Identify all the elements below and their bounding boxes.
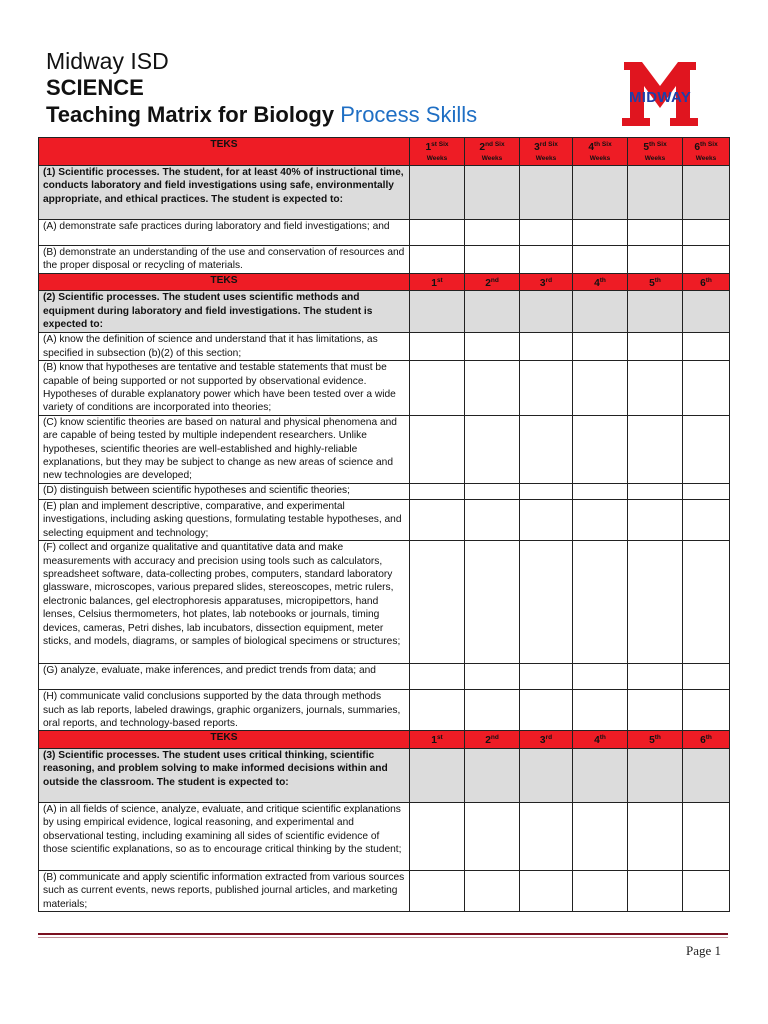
- week-checkbox-cell[interactable]: [573, 361, 628, 416]
- week-checkbox-cell[interactable]: [410, 870, 465, 911]
- week-checkbox-cell[interactable]: [628, 690, 683, 731]
- section-week-cell: [410, 748, 465, 802]
- week-checkbox-cell[interactable]: [520, 499, 573, 540]
- standard-row: [39, 333, 730, 361]
- column-suffix: st: [436, 734, 443, 742]
- week-checkbox-cell[interactable]: [520, 664, 573, 690]
- week-checkbox-cell[interactable]: [520, 690, 573, 731]
- document-header: [46, 48, 606, 128]
- week-checkbox-cell[interactable]: [573, 483, 628, 499]
- week-checkbox-cell[interactable]: [410, 802, 465, 870]
- column-sublabel: Weeks: [481, 155, 503, 163]
- week-checkbox-cell[interactable]: [410, 541, 465, 664]
- week-checkbox-cell[interactable]: [628, 246, 683, 274]
- week-checkbox-cell[interactable]: [628, 870, 683, 911]
- week-checkbox-cell[interactable]: [520, 333, 573, 361]
- week-checkbox-cell[interactable]: [683, 664, 730, 690]
- standard-text: (F) collect and organize qualitative and quantitative data and make measurements with accuracy and precision using tools such as calculators, spreadsheet software, data-collecting probes, computers, standard laboratory glassware, microscopes, various prepared slides, stereoscopes, metric rulers, electronic balances, gel electrophoresis apparatuses, micropipettors, hand lenses, Celsius thermometers, hot plates, lab notebooks or journals, timing devices, cameras, Petri dishes, lab incubators, dissection equipment, meter sticks, and models, diagrams, or samples of biological specimens or structures;: [39, 541, 410, 664]
- week-checkbox-cell[interactable]: [465, 246, 520, 274]
- week-checkbox-cell[interactable]: [683, 499, 730, 540]
- six-weeks-column-header: [573, 138, 628, 166]
- six-weeks-column-header: [465, 731, 520, 748]
- column-number: 5: [649, 278, 655, 289]
- week-checkbox-cell[interactable]: [465, 483, 520, 499]
- week-checkbox-cell[interactable]: [628, 499, 683, 540]
- week-checkbox-cell[interactable]: [410, 483, 465, 499]
- six-weeks-column-header: [410, 731, 465, 748]
- district-name: Midway ISD: [46, 48, 169, 74]
- section-week-cell: [573, 291, 628, 333]
- section-week-cell: [410, 166, 465, 220]
- standard-row: [39, 220, 730, 246]
- week-checkbox-cell[interactable]: [410, 220, 465, 246]
- column-number: 6: [700, 735, 706, 747]
- section-week-cell: [683, 166, 730, 220]
- week-checkbox-cell[interactable]: [683, 870, 730, 911]
- teks-header-row: [39, 274, 730, 291]
- column-number: 5: [643, 142, 649, 153]
- six-weeks-column-header: [628, 274, 683, 291]
- column-number: 2: [485, 278, 491, 289]
- week-checkbox-cell[interactable]: [628, 541, 683, 664]
- week-checkbox-cell[interactable]: [465, 664, 520, 690]
- column-number: 3: [534, 142, 540, 153]
- standard-text: (A) demonstrate safe practices during laboratory and field investigations; and: [39, 220, 410, 246]
- column-suffix: th Six: [648, 141, 667, 148]
- six-weeks-column-header: [520, 731, 573, 748]
- week-checkbox-cell[interactable]: [465, 690, 520, 731]
- section-heading: (1) Scientific processes. The student, for at least 40% of instructional time, conducts laboratory and field investigations using safe, environmentally appropriate, and ethical practices. The student is expected to:: [39, 166, 410, 220]
- column-number: 1: [431, 278, 437, 289]
- week-checkbox-cell[interactable]: [465, 415, 520, 483]
- week-checkbox-cell[interactable]: [683, 415, 730, 483]
- week-checkbox-cell[interactable]: [410, 664, 465, 690]
- week-checkbox-cell[interactable]: [465, 220, 520, 246]
- week-checkbox-cell[interactable]: [573, 246, 628, 274]
- section-heading-row: [39, 291, 730, 333]
- week-checkbox-cell[interactable]: [628, 415, 683, 483]
- column-sublabel: Weeks: [426, 155, 448, 163]
- week-checkbox-cell[interactable]: [573, 220, 628, 246]
- week-checkbox-cell[interactable]: [628, 361, 683, 416]
- column-suffix: th: [705, 277, 712, 284]
- week-checkbox-cell[interactable]: [520, 541, 573, 664]
- week-checkbox-cell[interactable]: [410, 333, 465, 361]
- section-week-cell: [573, 748, 628, 802]
- column-sublabel: Weeks: [695, 155, 717, 163]
- section-heading: (2) Scientific processes. The student uses scientific methods and equipment during laboratory and field investigations. The student is expected to:: [39, 291, 410, 333]
- column-suffix: th: [599, 734, 606, 742]
- standard-text: (H) communicate valid conclusions supported by the data through methods such as lab reports, labeled drawings, graphic organizers, journals, summaries, oral reports, and technology-based reports.: [39, 690, 410, 731]
- title-main: Teaching Matrix for Biology: [46, 102, 335, 127]
- six-weeks-column-header: [465, 274, 520, 291]
- column-number: 3: [539, 735, 546, 747]
- column-suffix: nd: [490, 277, 499, 284]
- standard-row: [39, 361, 730, 416]
- section-week-cell: [628, 748, 683, 802]
- column-number: 2: [485, 735, 491, 747]
- column-suffix: st Six: [431, 141, 449, 148]
- column-suffix: rd: [545, 277, 553, 284]
- week-checkbox-cell[interactable]: [410, 415, 465, 483]
- week-checkbox-cell[interactable]: [573, 664, 628, 690]
- week-checkbox-cell[interactable]: [683, 333, 730, 361]
- teks-matrix-table: [38, 137, 730, 912]
- column-suffix: th Six: [593, 141, 612, 148]
- teks-header-row: [39, 138, 730, 166]
- standard-text: (A) in all fields of science, analyze, evaluate, and critique scientific explanations by using empirical evidence, logical reasoning, and experimental and observational testing, including examining all sides of scientific evidence of those scientific explanations, so as to encourage critical thinking by the student;: [39, 802, 410, 870]
- section-week-cell: [520, 748, 573, 802]
- footer-rule: [38, 933, 728, 935]
- column-suffix: th: [654, 277, 661, 284]
- week-checkbox-cell[interactable]: [520, 220, 573, 246]
- teks-header-row: [39, 731, 730, 748]
- six-weeks-column-header: [683, 138, 730, 166]
- column-suffix: th: [654, 734, 661, 742]
- column-number: 6: [700, 278, 706, 289]
- week-checkbox-cell[interactable]: [520, 415, 573, 483]
- week-checkbox-cell[interactable]: [628, 333, 683, 361]
- six-weeks-column-header: [410, 138, 465, 166]
- section-week-cell: [410, 291, 465, 333]
- standard-row: [39, 802, 730, 870]
- standard-text: (D) distinguish between scientific hypotheses and scientific theories;: [39, 483, 410, 499]
- week-checkbox-cell[interactable]: [573, 802, 628, 870]
- standard-row: [39, 246, 730, 274]
- standard-text: (B) demonstrate an understanding of the use and conservation of resources and the proper disposal or recycling of materials.: [39, 246, 410, 274]
- week-checkbox-cell[interactable]: [573, 870, 628, 911]
- standard-row: [39, 541, 730, 664]
- standard-row: [39, 415, 730, 483]
- teks-header-label: TEKS: [39, 731, 410, 748]
- week-checkbox-cell[interactable]: [573, 415, 628, 483]
- column-number: 5: [649, 735, 655, 747]
- week-checkbox-cell[interactable]: [520, 483, 573, 499]
- standard-text: (E) plan and implement descriptive, comparative, and experimental investigations, including asking questions, formulating testable hypotheses, and selecting equipment and technology;: [39, 499, 410, 540]
- section-week-cell: [683, 748, 730, 802]
- column-number: 1: [425, 142, 432, 153]
- teks-header-label: TEKS: [39, 138, 410, 166]
- column-suffix: st: [436, 277, 443, 284]
- week-checkbox-cell[interactable]: [573, 690, 628, 731]
- column-suffix: th: [599, 277, 606, 284]
- six-weeks-column-header: [683, 731, 730, 748]
- week-checkbox-cell[interactable]: [465, 802, 520, 870]
- column-suffix: th Six: [699, 141, 718, 148]
- section-heading: (3) Scientific processes. The student uses critical thinking, scientific reasoning, and problem solving to make informed decisions within and outside the classroom. The student is expected to:: [39, 748, 410, 802]
- standard-text: (A) know the definition of science and understand that it has limitations, as specified in subsection (b)(2) of this section;: [39, 333, 410, 361]
- footer-rule-thin: [38, 937, 728, 938]
- section-heading-row: [39, 748, 730, 802]
- column-sublabel: Weeks: [589, 155, 611, 163]
- column-number: 2: [479, 142, 486, 153]
- standard-row: [39, 499, 730, 540]
- six-weeks-column-header: [628, 138, 683, 166]
- week-checkbox-cell[interactable]: [683, 220, 730, 246]
- section-week-cell: [573, 166, 628, 220]
- week-checkbox-cell[interactable]: [573, 541, 628, 664]
- six-weeks-column-header: [465, 138, 520, 166]
- week-checkbox-cell[interactable]: [683, 802, 730, 870]
- week-checkbox-cell[interactable]: [410, 246, 465, 274]
- section-week-cell: [628, 166, 683, 220]
- subject-title: SCIENCE: [46, 75, 144, 100]
- six-weeks-column-header: [628, 731, 683, 748]
- column-suffix: th: [705, 734, 712, 742]
- section-week-cell: [465, 166, 520, 220]
- week-checkbox-cell[interactable]: [683, 361, 730, 416]
- week-checkbox-cell[interactable]: [683, 690, 730, 731]
- week-checkbox-cell[interactable]: [573, 499, 628, 540]
- column-suffix: rd: [545, 734, 553, 742]
- week-checkbox-cell[interactable]: [520, 361, 573, 416]
- section-week-cell: [683, 291, 730, 333]
- title-accent: Process Skills: [340, 102, 478, 127]
- week-checkbox-cell[interactable]: [683, 483, 730, 499]
- six-weeks-column-header: [410, 274, 465, 291]
- six-weeks-column-header: [683, 274, 730, 291]
- week-checkbox-cell[interactable]: [628, 220, 683, 246]
- week-checkbox-cell[interactable]: [628, 483, 683, 499]
- week-checkbox-cell[interactable]: [465, 870, 520, 911]
- teks-header-label: TEKS: [39, 274, 410, 291]
- six-weeks-column-header: [573, 731, 628, 748]
- week-checkbox-cell[interactable]: [465, 361, 520, 416]
- page-number: Page 1: [685, 943, 721, 958]
- column-number: 4: [594, 278, 600, 289]
- standard-row: [39, 870, 730, 911]
- column-suffix: nd Six: [485, 141, 505, 148]
- column-suffix: rd Six: [539, 141, 558, 148]
- week-checkbox-cell[interactable]: [573, 333, 628, 361]
- standard-text: (B) communicate and apply scientific information extracted from various sources such as current events, news reports, published journal articles, and marketing materials;: [39, 870, 410, 911]
- column-number: 6: [694, 142, 700, 153]
- six-weeks-column-header: [573, 274, 628, 291]
- column-sublabel: Weeks: [644, 155, 666, 163]
- week-checkbox-cell[interactable]: [465, 333, 520, 361]
- midway-logo: [618, 56, 702, 128]
- section-week-cell: [465, 748, 520, 802]
- week-checkbox-cell[interactable]: [683, 541, 730, 664]
- standard-text: (G) analyze, evaluate, make inferences, and predict trends from data; and: [39, 664, 410, 690]
- week-checkbox-cell[interactable]: [683, 246, 730, 274]
- section-heading-row: [39, 166, 730, 220]
- section-week-cell: [520, 291, 573, 333]
- column-sublabel: Weeks: [535, 155, 557, 163]
- week-checkbox-cell[interactable]: [465, 541, 520, 664]
- logo-text: MIDWAY: [628, 89, 692, 106]
- week-checkbox-cell[interactable]: [465, 499, 520, 540]
- week-checkbox-cell[interactable]: [410, 690, 465, 731]
- section-week-cell: [465, 291, 520, 333]
- week-checkbox-cell[interactable]: [410, 499, 465, 540]
- week-checkbox-cell[interactable]: [628, 802, 683, 870]
- section-week-cell: [628, 291, 683, 333]
- standard-row: [39, 690, 730, 731]
- six-weeks-column-header: [520, 138, 573, 166]
- week-checkbox-cell[interactable]: [628, 664, 683, 690]
- six-weeks-column-header: [520, 274, 573, 291]
- week-checkbox-cell[interactable]: [520, 802, 573, 870]
- column-number: 4: [588, 142, 594, 153]
- week-checkbox-cell[interactable]: [520, 246, 573, 274]
- standard-text: (B) know that hypotheses are tentative and testable statements that must be capable of being supported or not supported by observational evidence. Hypotheses of durable explanatory power which have been tested over a wide variety of conditions are incorporated into theories;: [39, 361, 410, 416]
- section-week-cell: [520, 166, 573, 220]
- column-suffix: nd: [490, 734, 499, 742]
- standard-text: (C) know scientific theories are based on natural and physical phenomena and are capable of being tested by multiple independent researchers. Unlike hypotheses, scientific theories are well-established and highly-reliable explanations, but they may be subject to change as new areas of science and new technologies are developed;: [39, 415, 410, 483]
- document-title: [46, 102, 606, 128]
- week-checkbox-cell[interactable]: [520, 870, 573, 911]
- week-checkbox-cell[interactable]: [410, 361, 465, 416]
- standard-row: [39, 664, 730, 690]
- column-number: 3: [539, 278, 546, 289]
- standard-row: [39, 483, 730, 499]
- column-number: 1: [431, 735, 437, 747]
- column-number: 4: [594, 735, 600, 747]
